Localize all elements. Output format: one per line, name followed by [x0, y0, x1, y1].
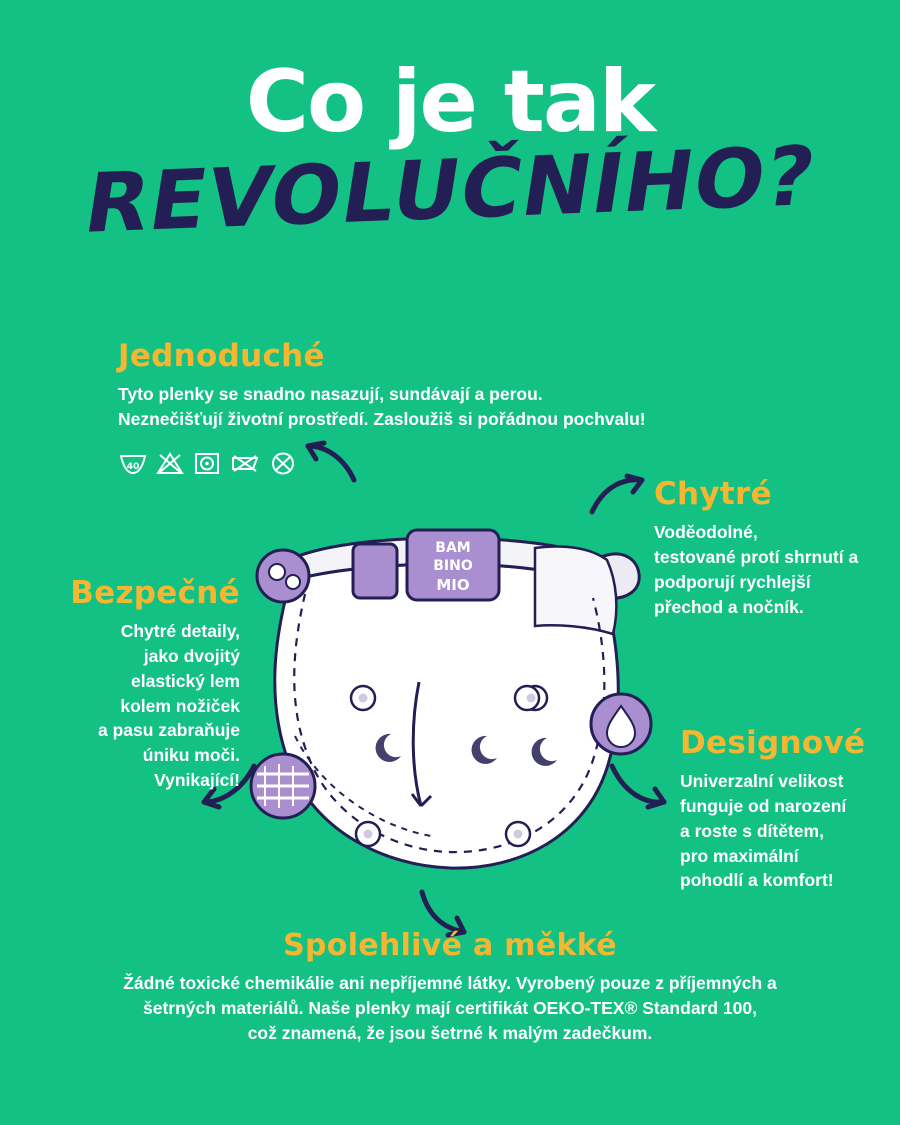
headline-line-1: Co je tak	[245, 52, 655, 152]
feature-title-spolehlive: Spolehlivé a měkké	[283, 928, 617, 963]
feature-text-line: pro maximální	[680, 845, 799, 866]
svg-text:MIO: MIO	[436, 576, 470, 594]
headline-line-2: REVOLUČNÍHO?	[78, 128, 822, 252]
feature-text-line: funguje od narození	[680, 795, 847, 816]
feature-bezpecne	[20, 575, 240, 793]
feature-text-line: pohodlí a komfort!	[680, 870, 834, 891]
feature-title-chytre: Chytré	[654, 476, 772, 512]
feature-text-line: Chytré detaily,	[120, 621, 240, 641]
feature-text-line: Žádné toxické chemikálie ani nepříjemné látky. Vyrobený pouze z příjemných a	[123, 973, 777, 993]
feature-text-line: a roste s dítětem,	[680, 820, 824, 841]
feature-text-line: podporují rychlejší	[654, 571, 811, 592]
svg-text:40: 40	[126, 462, 140, 472]
arrow-to-designove	[608, 760, 670, 815]
arrow-to-chytre	[588, 470, 650, 523]
diaper-illustration	[235, 486, 665, 891]
do-not-bleach-icon	[156, 450, 184, 476]
feature-chytre	[654, 476, 894, 619]
feature-text-line: šetrných materiálů. Naše plenky mají certifikát OEKO-TEX® Standard 100,	[143, 997, 757, 1018]
feature-title-jednoduche: Jednoduché	[118, 338, 325, 374]
feature-text-line: jako dvojitý	[143, 645, 240, 666]
feature-text-line: Tyto plenky se snadno nasazují, sundávají a perou.	[118, 384, 543, 404]
tumble-dry-icon	[193, 450, 221, 476]
page-title	[0, 52, 900, 252]
care-symbols-row	[119, 450, 297, 476]
feature-spolehlive	[40, 928, 860, 1046]
feature-text-line: úniku moči.	[142, 745, 240, 766]
feature-text-line: elastický lem	[131, 670, 240, 691]
elastic-trim-icon	[251, 754, 315, 818]
snap-flower-icon	[257, 550, 309, 602]
feature-text-line: a pasu zabraňuje	[98, 720, 240, 741]
feature-text-line: Voděodolné,	[654, 522, 758, 542]
feature-jednoduche	[118, 338, 738, 432]
svg-text:BAM: BAM	[435, 540, 471, 556]
water-drop-icon	[591, 694, 651, 754]
feature-title-designove: Designové	[680, 725, 866, 761]
feature-designove	[680, 725, 895, 893]
feature-text-line: Neznečišťují životní prostředí. Zasloužiš si pořádnou pochvalu!	[118, 408, 646, 429]
feature-text-line: testované protí shrnutí a	[654, 546, 859, 567]
feature-text-line: což znamená, že jsou šetrné k malým zadečkum.	[247, 1022, 653, 1043]
brand-label	[407, 530, 499, 600]
feature-text-line: Univerzalní velikost	[680, 771, 844, 791]
feature-title-bezpecne: Bezpečné	[70, 575, 240, 611]
feature-text-line: kolem nožiček	[120, 695, 240, 716]
feature-text-line: Vynikající!	[154, 770, 240, 791]
arrow-to-jednoduche	[300, 438, 360, 491]
feature-text-line: přechod a nočník.	[654, 596, 804, 617]
do-not-dry-clean-icon	[269, 450, 297, 476]
wash-40-icon	[119, 450, 147, 476]
svg-text:BINO: BINO	[433, 558, 473, 574]
do-not-iron-icon	[230, 450, 260, 476]
hook-tab	[353, 544, 397, 598]
